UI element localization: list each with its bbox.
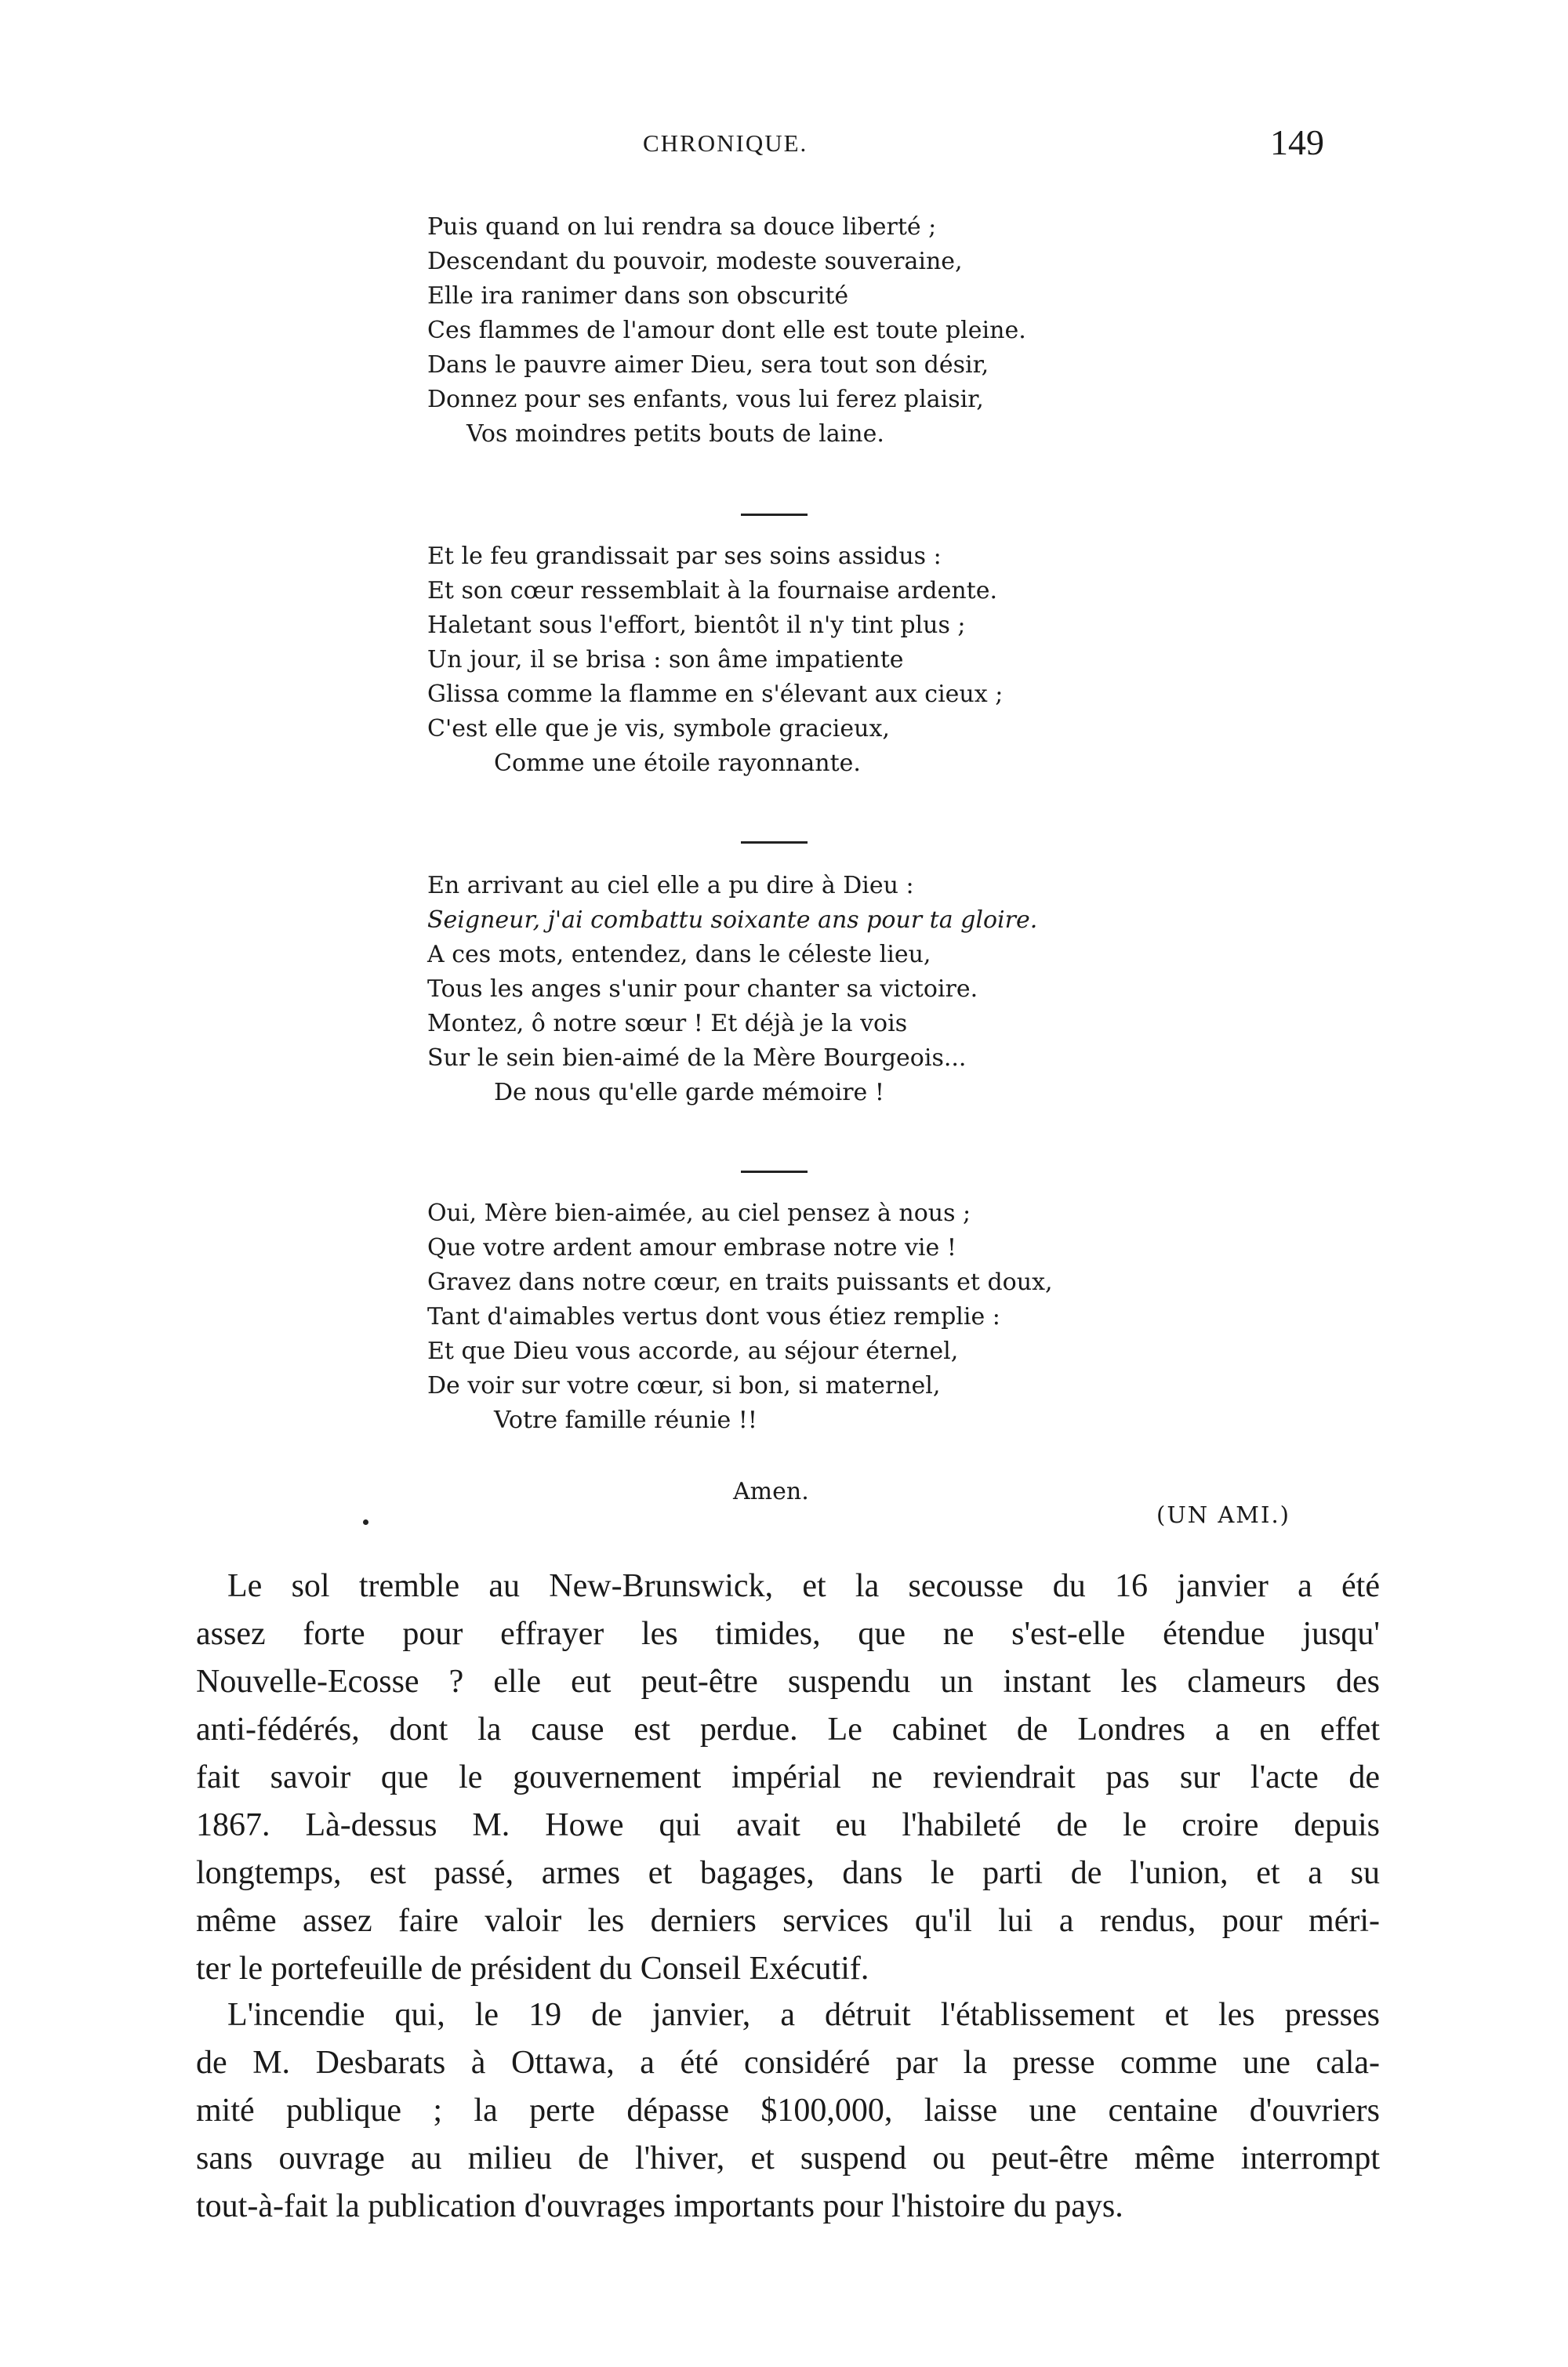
poem-line: Oui, Mère bien-aimée, au ciel pensez à nous ; (427, 1200, 971, 1227)
prose-paragraph-2 (196, 1991, 1380, 2231)
poem-line: Gravez dans notre cœur, en traits puissants et doux, (427, 1269, 1053, 1296)
poem-line: Et que Dieu vous accorde, au séjour éternel, (427, 1338, 959, 1365)
prose-paragraph-1 (196, 1563, 1380, 1993)
poem-line: Et son cœur ressemblait à la fournaise ardente. (427, 577, 998, 604)
poem-line: Votre famille réunie !! (494, 1407, 757, 1434)
poem-line: Elle ira ranimer dans son obscurité (427, 282, 849, 310)
poem-line: Tant d'aimables vertus dont vous étiez remplie : (427, 1303, 1000, 1331)
poem-line: C'est elle que je vis, symbole gracieux, (427, 715, 890, 742)
poem-line: Puis quand on lui rendra sa douce liberté ; (427, 213, 937, 241)
poem-line: Tous les anges s'unir pour chanter sa victoire. (427, 975, 978, 1003)
poem-stanza-4 (427, 1196, 1211, 1438)
poem-line: Descendant du pouvoir, modeste souveraine, (427, 248, 963, 275)
stanza-separator (741, 1171, 808, 1173)
page-number: 149 (1270, 122, 1324, 162)
poem-line: Seigneur, j'ai combattu soixante ans pour ta gloire. (427, 906, 1038, 934)
stanza-separator (741, 514, 808, 516)
poem-line: Dans le pauvre aimer Dieu, sera tout son désir, (427, 351, 989, 379)
poem-line: Et le feu grandissait par ses soins assidus : (427, 543, 942, 570)
prose-line: 1867. Là-dessus M. Howe qui avait eu l'habileté de le croire depuis (196, 1807, 1380, 1843)
prose-line: longtemps, est passé, armes et bagages, dans le parti de l'union, et a su (196, 1855, 1380, 1891)
prose-line: Le sol tremble au New-Brunswick, et la secousse du 16 janvier a été (227, 1568, 1380, 1604)
prose-line: assez forte pour effrayer les timides, que ne s'est-elle étendue jusqu' (196, 1616, 1380, 1652)
stanza-separator (741, 841, 808, 844)
prose-line: mité publique ; la perte dépasse $100,000, laisse une centaine d'ouvriers (196, 2093, 1380, 2129)
poem-line: Un jour, il se brisa : son âme impatiente (427, 646, 904, 673)
ink-speck (363, 1519, 368, 1525)
prose-line: même assez faire valoir les derniers services qu'il lui a rendus, pour méri- (196, 1903, 1380, 1939)
prose-line: L'incendie qui, le 19 de janvier, a détruit l'établissement et les presses (227, 1997, 1380, 2033)
poem-stanza-3 (427, 869, 1211, 1110)
poem-line: Vos moindres petits bouts de laine. (466, 420, 884, 448)
poem-line: A ces mots, entendez, dans le céleste lieu, (427, 941, 931, 968)
poem-line: Donnez pour ses enfants, vous lui ferez plaisir, (427, 386, 984, 413)
poem-line: Sur le sein bien-aimé de la Mère Bourgeois... (427, 1044, 967, 1072)
prose-line: Nouvelle-Ecosse ? elle eut peut-être suspendu un instant les clameurs des (196, 1664, 1380, 1700)
poem-line: Comme une étoile rayonnante. (494, 750, 861, 777)
poem-signature: (UN AMI.) (1156, 1501, 1290, 1528)
poem-line: De voir sur votre cœur, si bon, si maternel, (427, 1372, 941, 1400)
poem-line: Que votre ardent amour embrase notre vie ! (427, 1234, 956, 1262)
poem-stanza-1 (427, 210, 1211, 452)
poem-line: Montez, ô notre sœur ! Et déjà je la vois (427, 1010, 908, 1037)
poem-stanza-2 (427, 539, 1211, 781)
poem-line: Haletant sous l'effort, bientôt il n'y tint plus ; (427, 612, 966, 639)
running-title: CHRONIQUE. (643, 129, 808, 157)
poem-line: Glissa comme la flamme en s'élevant aux cieux ; (427, 681, 1004, 708)
prose-line: tout-à-fait la publication d'ouvrages importants pour l'histoire du pays. (196, 2188, 1123, 2224)
poem-line: De nous qu'elle garde mémoire ! (494, 1079, 884, 1106)
poem-line: En arrivant au ciel elle a pu dire à Dieu : (427, 872, 914, 899)
poem-line: Ces flammes de l'amour dont elle est toute pleine. (427, 317, 1026, 344)
prose-line: de M. Desbarats à Ottawa, a été considéré par la presse comme une cala- (196, 2045, 1380, 2081)
poem-closing-word: Amen. (733, 1478, 809, 1505)
prose-line: sans ouvrage au milieu de l'hiver, et suspend ou peut-être même interrompt (196, 2140, 1380, 2176)
prose-line: fait savoir que le gouvernement impérial ne reviendrait pas sur l'acte de (196, 1759, 1380, 1795)
prose-line: ter le portefeuille de président du Conseil Exécutif. (196, 1951, 869, 1987)
prose-line: anti-fédérés, dont la cause est perdue. Le cabinet de Londres a en effet (196, 1712, 1380, 1748)
